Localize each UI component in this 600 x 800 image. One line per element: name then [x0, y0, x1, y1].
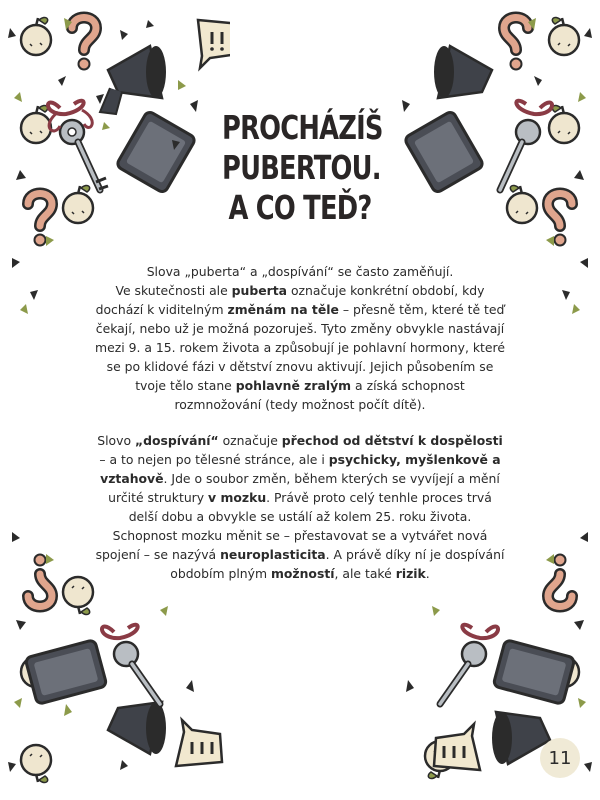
bold-term: pohlavně zralým — [235, 378, 352, 393]
key-icon — [60, 120, 108, 190]
text-run: označuje konkrétní období, kdy dochází k viditelným — [95, 283, 485, 317]
page-title — [222, 108, 383, 228]
key-icon — [500, 120, 540, 190]
bold-term: přechod od dětství k dospělosti — [281, 433, 503, 448]
smartphone-icon — [25, 640, 107, 705]
megaphone-icon — [100, 46, 166, 114]
paragraph-puberty — [95, 262, 505, 414]
bold-term: možností — [270, 566, 335, 581]
bold-term: neuroplasticita — [220, 547, 326, 562]
smartphone-icon — [116, 110, 196, 193]
bold-term: „dospívání“ — [134, 433, 219, 448]
apple-icon — [549, 105, 579, 143]
text-run: Ve skutečnosti ale — [115, 283, 232, 298]
speech-bubble-icon — [434, 724, 480, 770]
title-line: A CO TEĎ? — [228, 188, 372, 227]
smartphone-icon — [404, 110, 484, 193]
text-run: – a to nejen po tělesné stránce, ale i — [99, 452, 329, 467]
text-run: – přesně těm, které tě teď čekají, nebo už je možná pozoruješ. Tyto změny obvykle nastávají mezi 9. a 15. rokem života a způsobují je pohlavní hormony, které se po klidové fázi v dětství znovu aktivují. Jejich působením se tvoje tělo stane — [95, 302, 505, 393]
key-icon — [440, 642, 486, 704]
bold-term: psychicky, myšlenkově a vztahově — [100, 452, 501, 486]
ribbon-icon — [462, 625, 498, 638]
ribbon-icon — [516, 101, 552, 114]
apple-icon — [21, 745, 51, 783]
megaphone-icon — [434, 46, 492, 98]
confetti-shards-olive — [528, 18, 586, 314]
text-run: . — [425, 566, 430, 581]
apple-icon — [63, 577, 93, 615]
text-run: , ale také — [334, 566, 396, 581]
bold-term: puberta — [231, 283, 288, 298]
bold-term: změnám na těle — [227, 302, 339, 317]
apple-icon — [507, 185, 537, 223]
apple-icon — [63, 185, 93, 223]
text-run: Slova „puberta“ a „dospívání“ se často zaměňují. — [146, 264, 454, 279]
title-line: PROCHÁZÍŠ — [222, 108, 383, 147]
text-run: . A právě díky ní je dospívání obdobím plným — [170, 547, 505, 581]
megaphone-icon — [108, 702, 166, 754]
text-run: označuje — [218, 433, 282, 448]
title-line: PUBERTOU. — [222, 148, 381, 187]
apple-icon — [21, 105, 51, 143]
page-number-badge — [540, 738, 580, 778]
article-body — [95, 262, 505, 583]
apple-icon — [21, 17, 51, 55]
text-run: Slovo — [97, 433, 135, 448]
page-number: 11 — [548, 747, 572, 769]
speech-bubble-icon — [198, 20, 230, 68]
apple-icon — [549, 17, 579, 55]
bold-term: rizik — [395, 566, 426, 581]
text-run: a získá schopnost rozmnožování (tedy možnost počít dítě). — [174, 378, 465, 412]
paragraph-adolescence — [95, 431, 505, 583]
text-run: . Jde o soubor změn, během kterých se vyvíjejí a mění určité struktury — [108, 471, 500, 505]
smartphone-icon — [493, 640, 575, 705]
key-icon — [114, 642, 160, 704]
bold-term: v mozku — [208, 490, 267, 505]
speech-bubble-icon — [176, 720, 222, 766]
question-mark-icon — [504, 18, 528, 70]
text-run: . Právě proto celý tenhle proces trvá delší dobu a obvykle se ustálí až kolem 25. roku života. Schopnost mozku měnit se – přestavovat se a vytvářet nová spojení – se nazývá — [95, 490, 492, 562]
ribbon-icon — [102, 625, 138, 638]
question-mark-icon — [72, 18, 96, 70]
